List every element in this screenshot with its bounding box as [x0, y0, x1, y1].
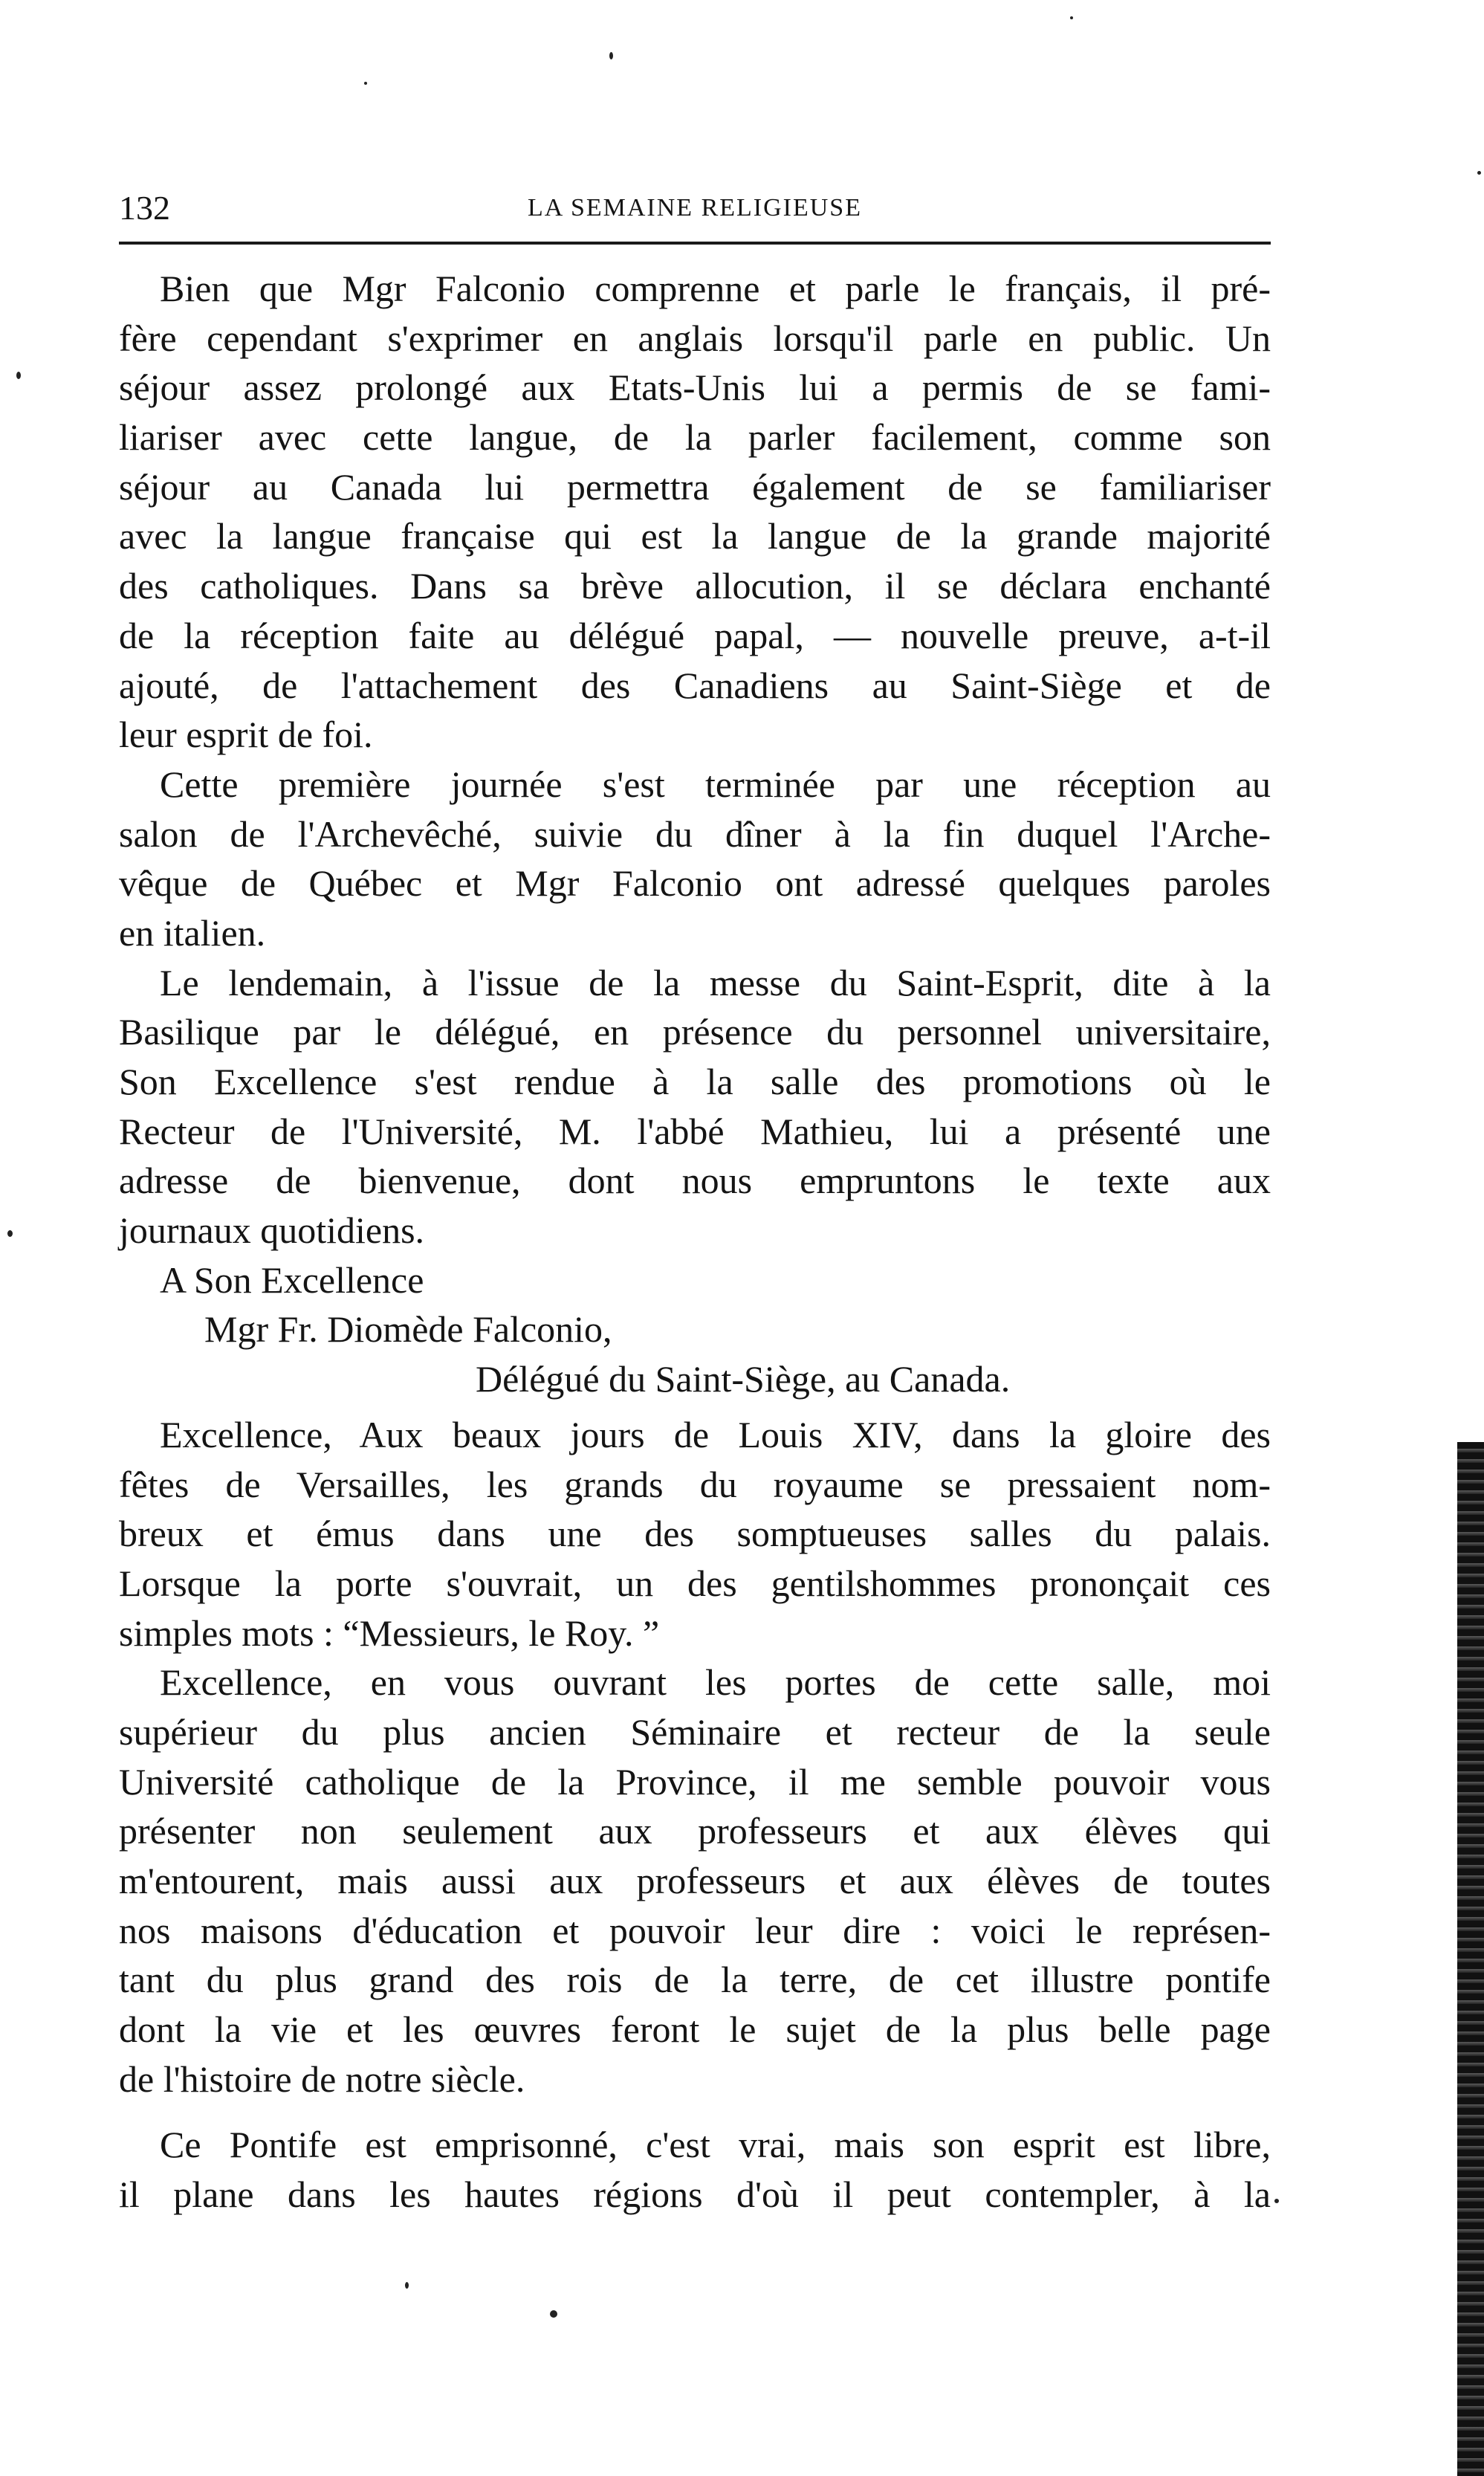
text-line: fêtes de Versailles, les grands du royaume se pressaient nom- [119, 1463, 1271, 1505]
address-recipient: Mgr Fr. Diomède Falconio, [204, 1308, 612, 1351]
scan-speck [364, 82, 367, 85]
text-line: dont la vie et les œuvres feront le sujet de la plus belle page [119, 2008, 1271, 2051]
text-line: adresse de bienvenue, dont nous empruntons le texte aux [119, 1160, 1271, 1202]
text-line: fère cependant s'exprimer en anglais lorsqu'il parle en public. Un [119, 317, 1271, 359]
text-line: avec la langue française qui est la langue de la grande majorité [119, 515, 1271, 557]
text-line: salon de l'Archevêché, suivie du dîner à la fin duquel l'Arche- [119, 812, 1271, 855]
text-line: de l'histoire de notre siècle. [119, 2058, 525, 2100]
text-line: il plane dans les hautes régions d'où il peut contempler, à la [119, 2173, 1271, 2216]
scan-speck [7, 1230, 13, 1237]
scan-speck [1274, 2199, 1279, 2203]
text-line: Excellence, en vous ouvrant les portes de cette salle, moi [160, 1661, 1271, 1704]
address-salutation: A Son Excellence [160, 1258, 424, 1301]
text-line: vêque de Québec et Mgr Falconio ont adressé quelques paroles [119, 862, 1271, 905]
scan-speck [609, 52, 613, 59]
text-line: tant du plus grand des rois de la terre, de cet illustre pontife [119, 1959, 1271, 2001]
text-line: m'entourent, mais aussi aux professeurs et aux élèves de toutes [119, 1860, 1271, 1901]
text-line: présenter non seulement aux professeurs et aux élèves qui [119, 1810, 1271, 1852]
page-edge-shadow [1457, 1442, 1484, 2476]
page-number: 132 [119, 189, 170, 227]
text-line: breux et émus dans une des somptueuses salles du palais. [119, 1513, 1271, 1555]
scan-speck [550, 2310, 557, 2318]
body-text [119, 264, 1271, 2220]
text-line: séjour au Canada lui permettra également de se familiariser [119, 465, 1271, 508]
text-line: de la réception faite au délégué papal, — nouvelle preuve, a-t-il [119, 614, 1271, 656]
text-line: Lorsque la porte s'ouvrait, un des gentilshommes prononçait ces [119, 1562, 1271, 1604]
scan-speck [1070, 16, 1073, 19]
scan-speck [1477, 171, 1481, 175]
text-line: Bien que Mgr Falconio comprenne et parle le français, il pré- [160, 268, 1271, 309]
text-line: liariser avec cette langue, de la parler facilement, comme son [119, 416, 1271, 459]
text-line: Excellence, Aux beaux jours de Louis XIV, dans la gloire des [160, 1413, 1271, 1455]
text-line: Le lendemain, à l'issue de la messe du Saint-Esprit, dite à la [160, 961, 1271, 1003]
text-line: leur esprit de foi. [119, 714, 373, 756]
text-line: en italien. [119, 911, 266, 954]
scan-speck [405, 2282, 409, 2289]
text-line: Ce Pontife est emprisonné, c'est vrai, mais son esprit est libre, [160, 2124, 1271, 2166]
text-line: Cette première journée s'est terminée par une réception au [160, 763, 1271, 805]
header-rule [119, 242, 1271, 245]
text-line: nos maisons d'éducation et pouvoir leur dire : voici le représen- [119, 1909, 1271, 1951]
text-line: Son Excellence s'est rendue à la salle des promotions où le [119, 1061, 1271, 1102]
page-header [119, 182, 1271, 234]
text-line: supérieur du plus ancien Séminaire et recteur de la seule [119, 1710, 1271, 1753]
scan-speck [16, 372, 21, 379]
text-line: des catholiques. Dans sa brève allocution, il se déclara enchanté [119, 565, 1271, 607]
text-line: simples mots : “Messieurs, le Roy. ” [119, 1612, 660, 1654]
text-line: ajouté, de l'attachement des Canadiens au Saint-Siège et de [119, 664, 1271, 706]
running-title: LA SEMAINE RELIGIEUSE [528, 194, 862, 222]
text-line: séjour assez prolongé aux Etats-Unis lui a permis de se fami- [119, 366, 1271, 409]
text-line: Université catholique de la Province, il me semble pouvoir vous [119, 1760, 1271, 1803]
address-title: Délégué du Saint-Siège, au Canada. [476, 1358, 1011, 1400]
text-line: Recteur de l'Université, M. l'abbé Mathieu, lui a présenté une [119, 1110, 1271, 1152]
text-line: journaux quotidiens. [119, 1209, 425, 1252]
text-line: Basilique par le délégué, en présence du personnel universitaire, [119, 1011, 1271, 1053]
